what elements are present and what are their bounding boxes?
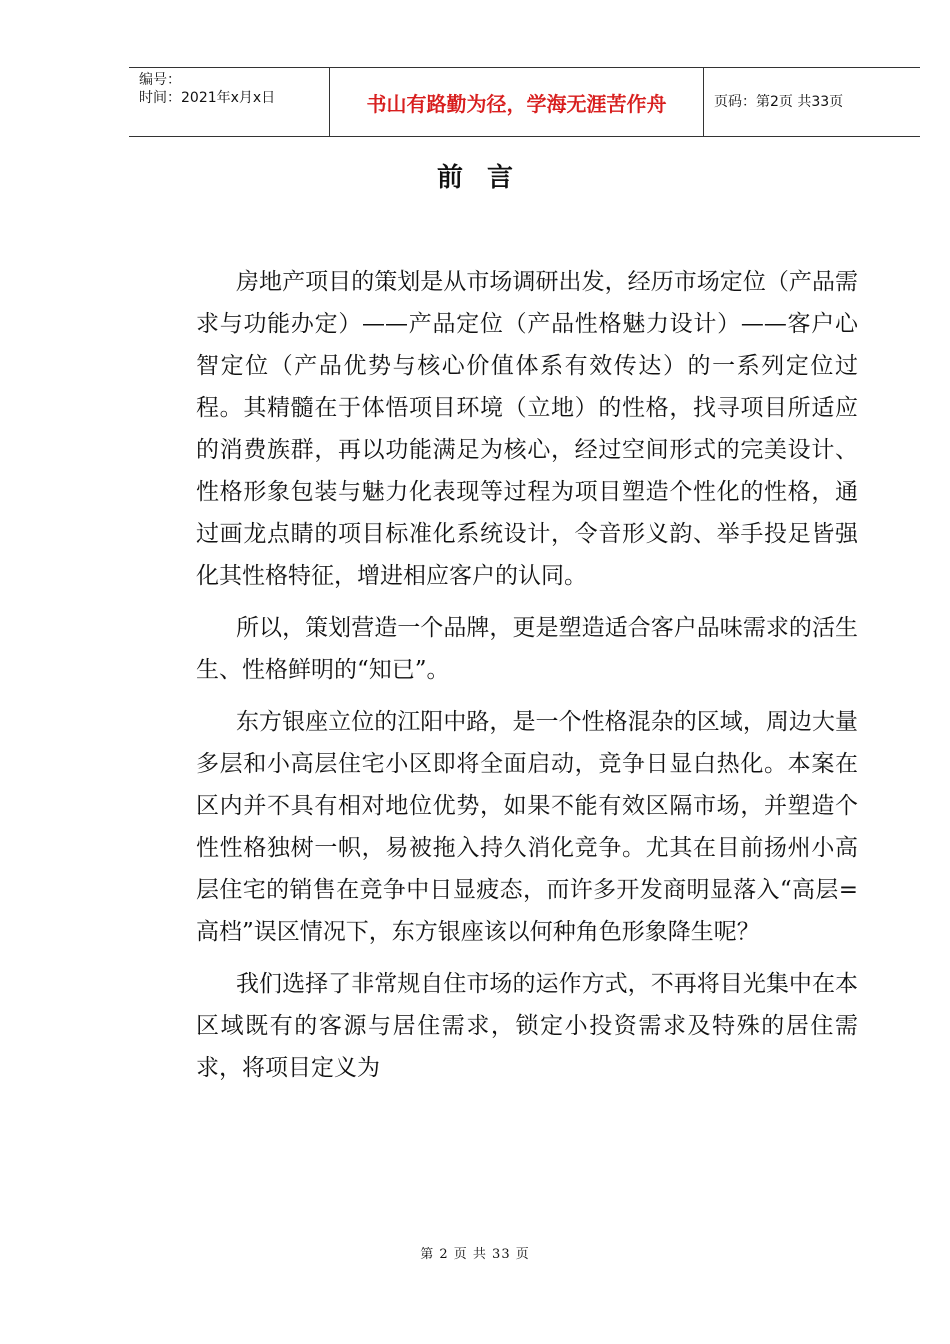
page-title: 前言 [436, 163, 537, 193]
body-text [196, 261, 858, 1099]
header-page-cell [704, 68, 920, 136]
paragraph-2: 所以，策划营造一个品牌，更是塑造适合客户品味需求的活生生、性格鲜明的“知已”。 [196, 615, 858, 683]
header-motto-cell [330, 68, 704, 136]
page-footer: 第 2 页 共 33 页 [420, 1247, 530, 1262]
document-number-label: 编号： [139, 72, 181, 88]
header-motto: 书山有路勤为径，学海无涯苦作舟 [366, 92, 667, 116]
page-header [129, 67, 920, 137]
paragraph-3: 东方银座立位的江阳中路，是一个性格混杂的区域，周边大量多层和小高层住宅小区即将全面启动，竞争日显白热化。本案在区内并不具有相对地位优势，如果不能有效区隔市场，并塑造个性性格独树一帜，易被拖入持久消化竞争。尤其在目前扬州小高层住宅的销售在竞争中日显疲态，而许多开发商明显落入“高层=高档”误区情况下，东方银座该以何种角色形象降生呢？ [196, 709, 858, 945]
header-page-code: 页码：第2页 共33页 [714, 94, 844, 110]
paragraph-1: 房地产项目的策划是从市场调研出发，经历市场定位（产品需求与功能办定）——产品定位（产品性格魅力设计）——客户心智定位（产品优势与核心价值体系有效传达）的一系列定位过程。其精髓在于体悟项目环境（立地）的性格，找寻项目所适应的消费族群，再以功能满足为核心，经过空间形式的完美设计、性格形象包装与魅力化表现等过程为项目塑造个性化的性格，通过画龙点睛的项目标准化系统设计，令音形义韵、举手投足皆强化其性格特征，增进相应客户的认同。 [196, 269, 858, 589]
header-meta-cell [129, 68, 330, 136]
paragraph-4: 我们选择了非常规自住市场的运作方式，不再将目光集中在本区域既有的客源与居住需求，锁定小投资需求及特殊的居住需求，将项目定义为 [196, 971, 858, 1081]
document-time-label: 时间：2021年x月x日 [139, 90, 276, 106]
